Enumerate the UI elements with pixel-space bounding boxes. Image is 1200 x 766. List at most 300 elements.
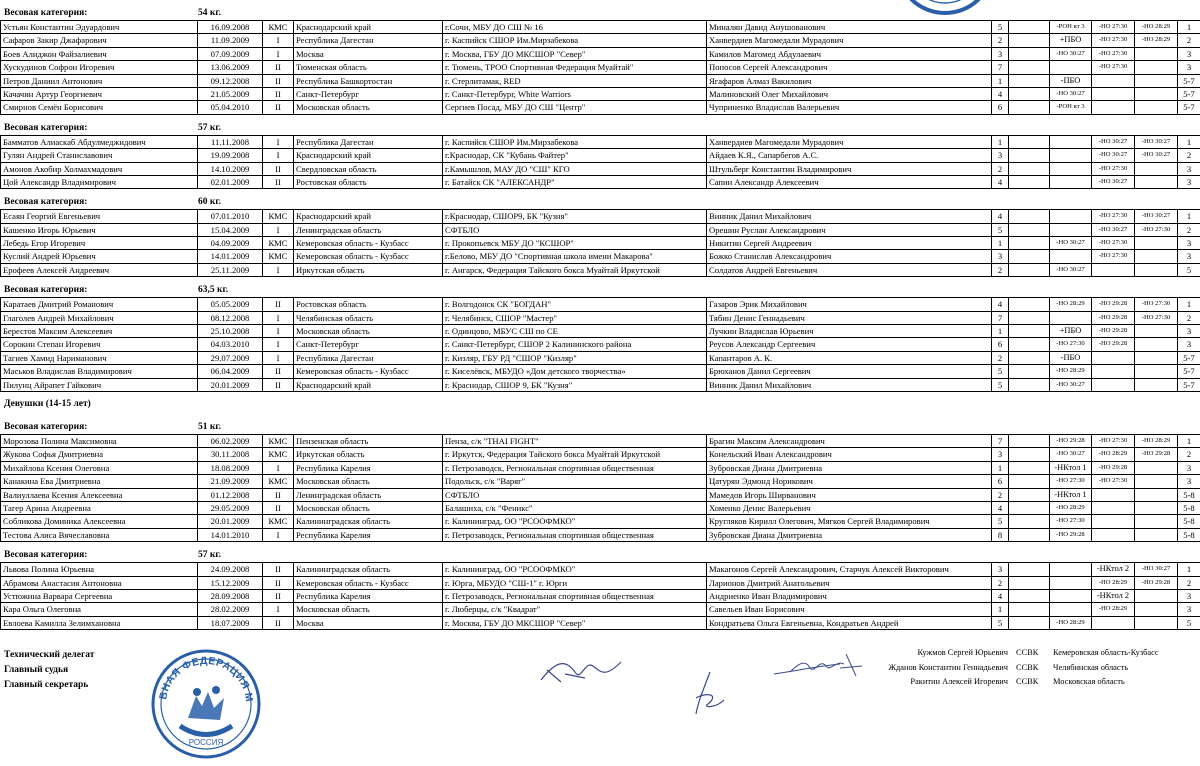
blank-cell — [1009, 21, 1050, 33]
place: 5 — [1178, 264, 1200, 276]
round-2 — [1092, 502, 1135, 514]
round-1: -НО 30:27 — [1050, 448, 1092, 460]
region: Республика Дагестан — [294, 352, 443, 364]
birth-date: 19.09.2008 — [198, 149, 263, 161]
coach: Газаров Эрик Михайлович — [707, 298, 992, 310]
blank-cell — [1009, 224, 1050, 236]
athlete-name: Канакина Ева Дмитриевна — [1, 475, 198, 487]
place: 1 — [1178, 435, 1200, 447]
birth-date: 30.11.2008 — [198, 448, 263, 460]
round-1 — [1050, 176, 1092, 188]
round-1: -НО 27:30 — [1050, 515, 1092, 527]
athlete-name: Маськов Владислав Владимирович — [1, 365, 198, 377]
club: г.Сочи, МБУ ДО СШ № 16 — [443, 21, 707, 33]
athlete-row — [0, 352, 1200, 365]
club: г. Тюмень, ТРОО Спортивная Федерация Муайтай" — [443, 61, 707, 73]
round-1: -НО 29:28 — [1050, 435, 1092, 447]
weight-category-label: Весовая категория: — [4, 8, 88, 18]
rank: II — [263, 590, 294, 602]
athlete-name: Пилунц Айрапет Гайкович — [1, 379, 198, 391]
coach: Малиновский Олег Михайлович — [707, 88, 992, 100]
blank-cell — [1009, 515, 1050, 527]
athlete-row — [0, 562, 1200, 576]
club: г.Камышлов, МАУ ДО "СШ" КГО — [443, 163, 707, 175]
club: СФТБЛО — [443, 224, 707, 236]
rank: КМС — [263, 448, 294, 460]
region: Ростовская область — [294, 298, 443, 310]
region: Ленинградская область — [294, 489, 443, 501]
role-chief-judge: Главный судья — [4, 665, 69, 675]
federation-stamp-top — [890, 0, 1000, 25]
athlete-row — [0, 529, 1200, 542]
judge-region: Кемеровская область-Кузбасс — [1053, 648, 1159, 657]
club: г. Волгодонск СК "БОГДАН" — [443, 298, 707, 310]
athlete-row — [0, 462, 1200, 475]
draw-number: 4 — [992, 502, 1009, 514]
blank-cell — [1009, 298, 1050, 310]
birth-date: 11.11.2008 — [198, 136, 263, 148]
draw-number: 7 — [992, 312, 1009, 324]
round-2: -НО 27:30 — [1092, 210, 1135, 222]
round-3 — [1135, 462, 1178, 474]
athlete-name: Кашенко Игорь Юрьевич — [1, 224, 198, 236]
round-3 — [1135, 325, 1178, 337]
coach: Никитин Сергей Андреевич — [707, 237, 992, 249]
round-2: -НО 29:28 — [1092, 338, 1135, 350]
blank-cell — [1009, 563, 1050, 575]
athlete-row — [0, 448, 1200, 461]
region: Тюменская область — [294, 61, 443, 73]
round-3 — [1135, 365, 1178, 377]
blank-cell — [1009, 176, 1050, 188]
club: Сергиев Посад, МБУ ДО СШ "Центр" — [443, 101, 707, 113]
club: г. Стерлитамак, RED — [443, 75, 707, 87]
athlete-name: Качачин Артур Георгиевич — [1, 88, 198, 100]
round-1: -НО 27:30 — [1050, 475, 1092, 487]
round-3: -НО 29:28 — [1135, 577, 1178, 589]
weight-category-value: 57 кг. — [198, 550, 221, 561]
rank: II — [263, 61, 294, 73]
place: 1 — [1178, 21, 1200, 33]
club: г. Каспийск СШОР Им.Мирзабекова — [443, 34, 707, 46]
draw-number: 5 — [992, 379, 1009, 391]
draw-number: 3 — [992, 448, 1009, 460]
birth-date: 01.12.2008 — [198, 489, 263, 501]
weight-category-label: Весовая категория: — [4, 285, 88, 296]
round-3 — [1135, 264, 1178, 276]
region: Республика Башкортостан — [294, 75, 443, 87]
region: Калининградская область — [294, 563, 443, 575]
draw-number: 2 — [992, 34, 1009, 46]
athlete-row — [0, 603, 1200, 616]
draw-number: 7 — [992, 435, 1009, 447]
athlete-name: Сафаров Закир Джафарович — [1, 34, 198, 46]
weight-category-header — [0, 0, 1200, 20]
place: 3 — [1178, 176, 1200, 188]
blank-cell — [1009, 577, 1050, 589]
round-3 — [1135, 61, 1178, 73]
round-2 — [1092, 515, 1135, 527]
round-1: -НО 28:29 — [1050, 365, 1092, 377]
round-2: -НО 27:30 — [1092, 61, 1135, 73]
club: Пенза, с/к "THAI FIGHT" — [443, 435, 707, 447]
coach: Тябин Денис Геннадьевич — [707, 312, 992, 324]
blank-cell — [1009, 34, 1050, 46]
round-2: -НО 28:29 — [1092, 603, 1135, 615]
place: 3 — [1178, 163, 1200, 175]
place: 5-7 — [1178, 365, 1200, 377]
round-3: -НО 27:30 — [1135, 312, 1178, 324]
round-3 — [1135, 88, 1178, 100]
round-1: -НО 28:29 — [1050, 298, 1092, 310]
judge-name: Жданов Константин Геннадьевич — [888, 662, 1008, 672]
club: г. Петрозаводск, Региональная спортивная общественная — [443, 462, 707, 474]
place: 2 — [1178, 224, 1200, 236]
rank: II — [263, 365, 294, 377]
region: Краснодарский край — [294, 21, 443, 33]
birth-date: 09.12.2008 — [198, 75, 263, 87]
athlete-name: Валиуллаева Ксения Алексеевна — [1, 489, 198, 501]
round-3 — [1135, 489, 1178, 501]
judge-grade: ССВК — [1016, 648, 1039, 657]
round-1: -НО 28:29 — [1050, 617, 1092, 629]
blank-cell — [1009, 365, 1050, 377]
weight-category-value: 57 кг. — [198, 122, 221, 133]
round-2 — [1092, 489, 1135, 501]
weight-category-header — [0, 189, 1200, 209]
region: Челябинская область — [294, 312, 443, 324]
coach: Конельский Иван Александрович — [707, 448, 992, 460]
round-1: -НО 29:28 — [1050, 529, 1092, 541]
judge-name: Ракитин Алексей Игоревич — [910, 677, 1008, 686]
athlete-name: Глаголев Андрей Михайлович — [1, 312, 198, 324]
birth-date: 25.11.2009 — [198, 264, 263, 276]
round-2: -НО 28:29 — [1092, 448, 1135, 460]
rank: I — [263, 529, 294, 541]
place: 1 — [1178, 563, 1200, 575]
draw-number: 3 — [992, 149, 1009, 161]
rank: I — [263, 136, 294, 148]
round-3: -НО 27:30 — [1135, 298, 1178, 310]
athlete-row — [0, 590, 1200, 603]
role-technical-delegate: Технический делегат — [4, 650, 95, 660]
athlete-name: Устьян Константин Эдуардович — [1, 21, 198, 33]
coach: Орешин Руслан Александрович — [707, 224, 992, 236]
coach: Божко Станислав Александрович — [707, 250, 992, 262]
round-3 — [1135, 176, 1178, 188]
region: Санкт-Петербург — [294, 88, 443, 100]
region: Республика Дагестан — [294, 34, 443, 46]
round-3 — [1135, 338, 1178, 350]
place: 1 — [1178, 136, 1200, 148]
birth-date: 15.04.2009 — [198, 224, 263, 236]
birth-date: 05.04.2010 — [198, 101, 263, 113]
draw-number: 1 — [992, 75, 1009, 87]
region: Ростовская область — [294, 176, 443, 188]
birth-date: 08.12.2008 — [198, 312, 263, 324]
club: г. Калининград, ОО "РСООФМКО" — [443, 515, 707, 527]
birth-date: 21.05.2009 — [198, 88, 263, 100]
athlete-name: Тагиев Хамид Нариманович — [1, 352, 198, 364]
place: 2 — [1178, 312, 1200, 324]
blank-cell — [1009, 338, 1050, 350]
athlete-row — [0, 48, 1200, 61]
rank: II — [263, 101, 294, 113]
place: 3 — [1178, 590, 1200, 602]
round-3 — [1135, 75, 1178, 87]
federation-stamp — [150, 648, 262, 765]
club: г. Прокопьевск МБУ ДО "КСШОР" — [443, 237, 707, 249]
birth-date: 20.01.2009 — [198, 515, 263, 527]
round-2: -НО 27:30 — [1092, 21, 1135, 33]
round-1 — [1050, 224, 1092, 236]
coach: Кондратьева Ольга Евгеньевна, Кондратьев Андрей — [707, 617, 992, 629]
judge-region: Челябинская область — [1053, 662, 1129, 672]
birth-date: 07.01.2010 — [198, 210, 263, 222]
round-3: -НО 30:27 — [1135, 136, 1178, 148]
club: г.Краснодар, СК "Кубань Файтер" — [443, 149, 707, 161]
round-2 — [1092, 75, 1135, 87]
region: Санкт-Петербург — [294, 338, 443, 350]
round-1: -НО 30:27 — [1050, 88, 1092, 100]
athlete-name: Хускудинов Софрон Игоревич — [1, 61, 198, 73]
athlete-row — [0, 515, 1200, 528]
coach: Ханвердиев Магомедали Мурадович — [707, 34, 992, 46]
rank: КМС — [263, 250, 294, 262]
coach: Винник Данил Михайлович — [707, 379, 992, 391]
place: 3 — [1178, 462, 1200, 474]
draw-number: 2 — [992, 264, 1009, 276]
athlete-name: Ерофеев Алексей Андреевич — [1, 264, 198, 276]
coach: Винник Данил Михайлович — [707, 210, 992, 222]
athlete-name: Львова Полина Юрьевна — [1, 563, 198, 575]
athlete-name: Амонов Акобир Холмахмадович — [1, 163, 198, 175]
round-1 — [1050, 590, 1092, 602]
round-3: -НО 28:29 — [1135, 34, 1178, 46]
draw-number: 1 — [992, 462, 1009, 474]
draw-number: 3 — [992, 250, 1009, 262]
round-2: -НО 29:28 — [1092, 312, 1135, 324]
birth-date: 13.06.2009 — [198, 61, 263, 73]
club: г. Санкт-Петербург, White Warriors — [443, 88, 707, 100]
athlete-name: Тагер Арина Андреевна — [1, 502, 198, 514]
club: г. Кизляр, ГБУ РД "СШОР "Кизляр" — [443, 352, 707, 364]
coach: Ягафаров Алмаз Вакилович — [707, 75, 992, 87]
region: Кемеровская область - Кузбасс — [294, 365, 443, 377]
blank-cell — [1009, 325, 1050, 337]
place: 5-8 — [1178, 529, 1200, 541]
region: Москва — [294, 48, 443, 60]
round-1 — [1050, 136, 1092, 148]
round-3 — [1135, 603, 1178, 615]
region: Свердловская область — [294, 163, 443, 175]
birth-date: 20.01.2009 — [198, 379, 263, 391]
birth-date: 24.09.2008 — [198, 563, 263, 575]
rank: II — [263, 379, 294, 391]
judge-grade: ССВК — [1016, 662, 1039, 672]
region: Московская область — [294, 101, 443, 113]
rank: КМС — [263, 237, 294, 249]
rank: II — [263, 563, 294, 575]
signature-2 — [690, 668, 730, 723]
athlete-name: Петров Даниил Антонович — [1, 75, 198, 87]
round-1 — [1050, 563, 1092, 575]
region: Республика Карелия — [294, 590, 443, 602]
club: г. Челябинск, СШОР "Мастер" — [443, 312, 707, 324]
blank-cell — [1009, 312, 1050, 324]
round-2: -НО 27:30 — [1092, 34, 1135, 46]
athlete-row — [0, 149, 1200, 162]
rank: КМС — [263, 515, 294, 527]
athlete-row — [0, 61, 1200, 74]
blank-cell — [1009, 210, 1050, 222]
place: 5-8 — [1178, 515, 1200, 527]
athlete-name: Берестов Максим Алексеевич — [1, 325, 198, 337]
blank-cell — [1009, 617, 1050, 629]
round-1: -НКтол 1 — [1050, 462, 1092, 474]
rank: II — [263, 502, 294, 514]
weight-category-label: Весовая категория: — [4, 122, 88, 133]
athlete-row — [0, 163, 1200, 176]
birth-date: 11.09.2009 — [198, 34, 263, 46]
club: г. Батайск СК "АЛЕКСАНДР" — [443, 176, 707, 188]
place: 3 — [1178, 61, 1200, 73]
rank: I — [263, 338, 294, 350]
birth-date: 28.02.2009 — [198, 603, 263, 615]
place: 3 — [1178, 250, 1200, 262]
club: г. Краснодар, СШОР 9, БК "Кузня" — [443, 379, 707, 391]
coach: Макагонов Сергей Александрович, Старчук Алексей Викторович — [707, 563, 992, 575]
round-3: -НО 30:27 — [1135, 210, 1178, 222]
draw-number: 6 — [992, 338, 1009, 350]
draw-number: 5 — [992, 365, 1009, 377]
round-2: -НО 27:30 — [1092, 475, 1135, 487]
judges-list — [860, 646, 1190, 690]
round-2: -НО 29:28 — [1092, 298, 1135, 310]
athlete-row — [0, 577, 1200, 590]
round-1: -ПБО — [1050, 352, 1092, 364]
blank-cell — [1009, 101, 1050, 113]
place: 1 — [1178, 210, 1200, 222]
birth-date: 04.09.2009 — [198, 237, 263, 249]
club: г. Калининград, ОО "РСООФМКО" — [443, 563, 707, 575]
round-2 — [1092, 529, 1135, 541]
rank: I — [263, 352, 294, 364]
club: г. Петрозаводск, Региональная спортивная общественная — [443, 529, 707, 541]
athlete-name: Каратаев Дмитрий Романович — [1, 298, 198, 310]
round-1 — [1050, 250, 1092, 262]
club: г. Петрозаводск, Региональная спортивная общественная — [443, 590, 707, 602]
place: 3 — [1178, 603, 1200, 615]
region: Московская область — [294, 475, 443, 487]
blank-cell — [1009, 352, 1050, 364]
blank-cell — [1009, 590, 1050, 602]
club: г. Москва, ГБУ ДО МКСШОР "Север" — [443, 48, 707, 60]
athlete-name: Смирнов Семён Борисович — [1, 101, 198, 113]
coach: Андриенко Иван Владимирович — [707, 590, 992, 602]
club: Подольск, с/к "Варяг" — [443, 475, 707, 487]
round-3: -НО 27:30 — [1135, 224, 1178, 236]
blank-cell — [1009, 379, 1050, 391]
club: г. Люберцы, с/к "Квадрат" — [443, 603, 707, 615]
club: г. Юрга, МБУДО "СШ-1" г. Юрги — [443, 577, 707, 589]
blank-cell — [1009, 435, 1050, 447]
draw-number: 4 — [992, 590, 1009, 602]
coach: Брюханов Данил Сергеевич — [707, 365, 992, 377]
rank: КМС — [263, 21, 294, 33]
club: СФТБЛО — [443, 489, 707, 501]
stamp-russia: РОССИЯ — [188, 738, 224, 747]
athlete-row — [0, 489, 1200, 502]
athlete-name: Боев Алиджон Файзалиевич — [1, 48, 198, 60]
rank: КМС — [263, 475, 294, 487]
place: 5-7 — [1178, 352, 1200, 364]
draw-number: 4 — [992, 88, 1009, 100]
club: г. Ангарск, Федерация Тайского бокса Муайтай Иркутской — [443, 264, 707, 276]
blank-cell — [1009, 149, 1050, 161]
region: Московская область — [294, 603, 443, 615]
birth-date: 25.10.2008 — [198, 325, 263, 337]
athlete-name: Евлоева Камилла Зелимхановна — [1, 617, 198, 629]
place: 5 — [1178, 617, 1200, 629]
athlete-name: Тестова Алиса Вячеславовна — [1, 529, 198, 541]
athlete-name: Михайлова Ксения Олеговна — [1, 462, 198, 474]
coach: Солдатов Андрей Евгеньевич — [707, 264, 992, 276]
club: г.Краснодар, СШОР9, БК "Кузня" — [443, 210, 707, 222]
round-1: -НО 30:27 — [1050, 379, 1092, 391]
coach: Зубровская Диана Дмитриевна — [707, 462, 992, 474]
place: 3 — [1178, 48, 1200, 60]
judge-row — [860, 675, 1190, 690]
blank-cell — [1009, 88, 1050, 100]
coach: Капантаров А. К. — [707, 352, 992, 364]
coach: Штульберг Константин Владимирович — [707, 163, 992, 175]
draw-number: 2 — [992, 489, 1009, 501]
round-1 — [1050, 312, 1092, 324]
round-3 — [1135, 475, 1178, 487]
draw-number: 4 — [992, 210, 1009, 222]
round-1: -НО 28:29 — [1050, 502, 1092, 514]
coach: Чуприненко Владислав Валерьевич — [707, 101, 992, 113]
rank: II — [263, 163, 294, 175]
draw-number: 6 — [992, 101, 1009, 113]
round-2 — [1092, 352, 1135, 364]
draw-number: 8 — [992, 529, 1009, 541]
weight-category-header — [0, 414, 1200, 434]
round-3 — [1135, 101, 1178, 113]
blank-cell — [1009, 603, 1050, 615]
athlete-row — [0, 338, 1200, 351]
round-2 — [1092, 264, 1135, 276]
blank-cell — [1009, 462, 1050, 474]
athlete-row — [0, 176, 1200, 189]
birth-date: 29.07.2009 — [198, 352, 263, 364]
athlete-name: Сорокин Степан Игоревич — [1, 338, 198, 350]
region: Республика Дагестан — [294, 136, 443, 148]
rank: I — [263, 149, 294, 161]
birth-date: 04.03.2010 — [198, 338, 263, 350]
round-3 — [1135, 515, 1178, 527]
draw-number: 3 — [992, 48, 1009, 60]
athlete-row — [0, 224, 1200, 237]
judge-row — [860, 661, 1190, 676]
round-3 — [1135, 590, 1178, 602]
athlete-row — [0, 101, 1200, 114]
draw-number: 1 — [992, 237, 1009, 249]
round-2: -НО 30:27 — [1092, 149, 1135, 161]
signature-3 — [770, 650, 865, 685]
round-3 — [1135, 617, 1178, 629]
